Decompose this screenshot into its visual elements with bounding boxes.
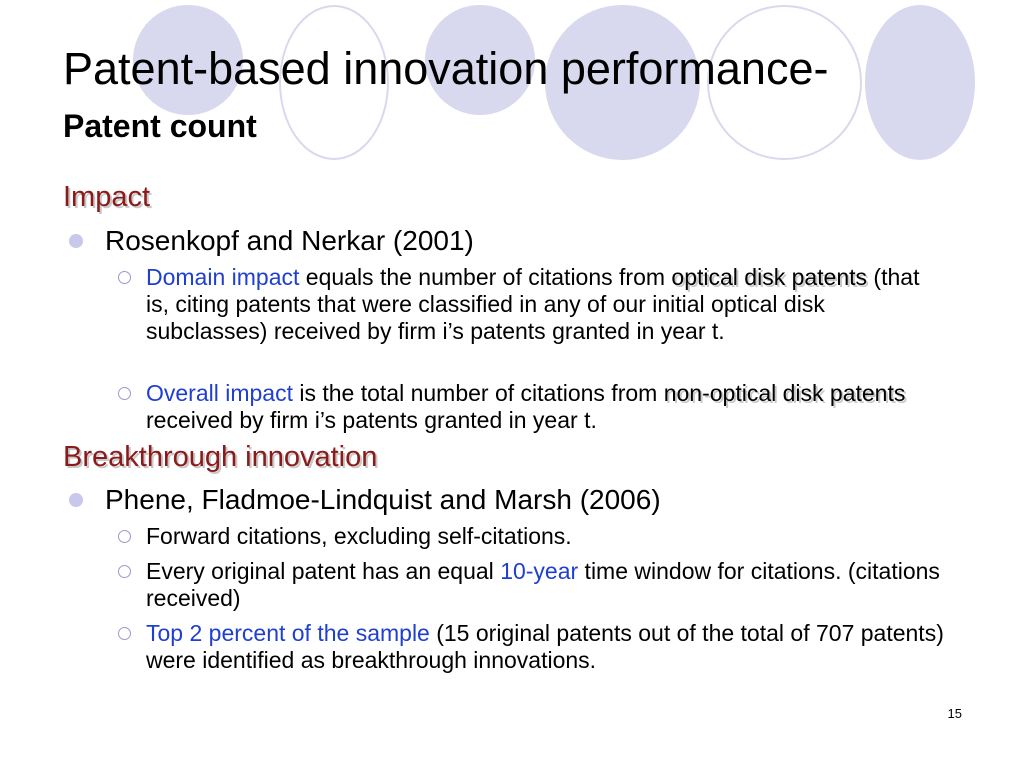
bullet-dot-icon [69, 234, 83, 248]
sub-bullet-domain-impact [118, 264, 948, 345]
term-top-2-percent: Top 2 percent of the sample [146, 620, 430, 646]
bullet-dot-icon [69, 493, 83, 507]
sub-bullet-ring-icon [118, 530, 131, 543]
text-segment: time window for citations. (citations received) [146, 558, 940, 611]
text-segment: received by firm i’s patents granted in year t. [146, 407, 597, 433]
sub-bullet-ring-icon [118, 271, 131, 284]
text-segment: Forward citations, excluding self-citations. [146, 523, 572, 549]
sub-bullet-ring-icon [118, 627, 131, 640]
text-segment: (that is, citing patents that were classified in any of our initial optical disk subclasses) received by firm i’s patents granted in year t. [146, 264, 920, 344]
decor-circle-4 [865, 5, 975, 160]
section-heading-breakthrough: Breakthrough innovation [63, 441, 378, 473]
sub-bullet-ring-icon [118, 565, 131, 578]
slide-subtitle: Patent count [63, 108, 257, 144]
text-segment: (15 original patents out of the total of 707 patents) were identified as breakthrough innovations. [146, 620, 944, 673]
sub-bullet-overall-impact [118, 380, 948, 434]
highlight-non-optical-disk-patents: non-optical disk patents [663, 380, 906, 406]
sub-bullet-forward-citations [118, 523, 948, 550]
bullet-label: Rosenkopf and Nerkar (2001) [105, 225, 474, 256]
highlight-optical-disk-patents: optical disk patents [671, 264, 868, 290]
text-segment: is the total number of citations from [292, 380, 664, 406]
page-number: 15 [947, 706, 962, 721]
text-segment: equals the number of citations from [299, 264, 672, 290]
section-heading-impact: Impact [63, 181, 151, 213]
sub-bullet-ring-icon [118, 387, 131, 400]
term-overall-impact: Overall impact [146, 380, 293, 406]
sub-bullet-top-2-percent [118, 620, 948, 674]
term-10-year: 10-year [500, 558, 579, 584]
text-segment: Every original patent has an equal [146, 558, 501, 584]
term-domain-impact: Domain impact [146, 264, 300, 290]
sub-bullet-time-window [118, 558, 948, 612]
bullet-label: Phene, Fladmoe-Lindquist and Marsh (2006) [105, 484, 661, 515]
slide-title: Patent-based innovation performance- [63, 43, 829, 94]
